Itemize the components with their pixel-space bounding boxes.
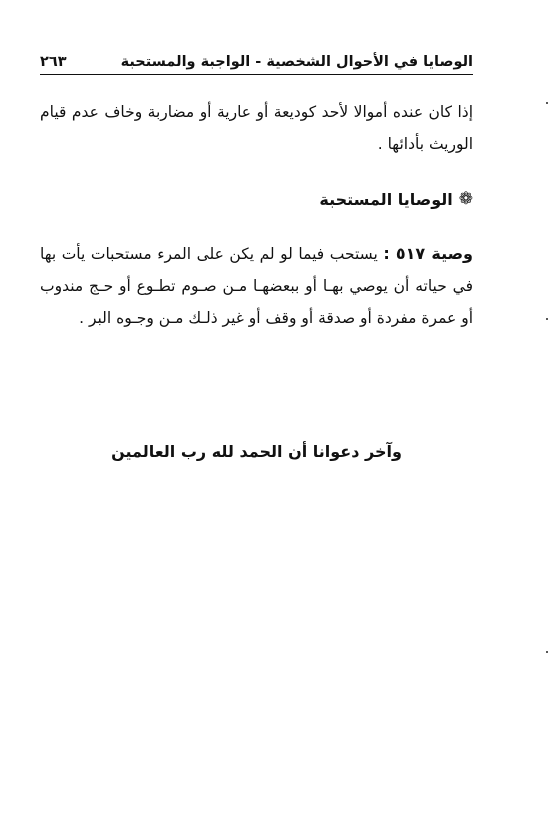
page-header (40, 46, 473, 70)
scan-speck (546, 651, 548, 653)
section-heading-text: الوصايا المستحبة (319, 190, 453, 209)
wasiya-text: يستحب فيما لو لم يكن على المرء مستحبات يأت بها في حياته أن يوصي بهـا أو ببعضهـا مـن صـوم تطـوع أو حـج مندوب أو عمرة مفردة أو صدقة أو وقف أو غير ذلـك مـن وجـوه البر . (40, 245, 473, 327)
page-number: ٢٦٣ (40, 54, 67, 70)
section-heading (319, 190, 473, 209)
scan-speck (546, 318, 548, 320)
wasiya-number-label: وصية ٥١٧ : (383, 244, 474, 263)
paragraph-continuation: إذا كان عنده أموالا لأحد كوديعة أو عارية أو مضاربة وخاف عدم قيام الوريث بأدائها . (40, 103, 473, 153)
closing-line: وآخر دعوانا أن الحمد لله رب العالمين (111, 442, 402, 461)
header-divider (40, 74, 473, 75)
flower-icon: ❁ (458, 189, 473, 209)
scan-speck (546, 102, 548, 104)
paragraph-wasiya-517 (40, 238, 473, 334)
running-title: الوصايا في الأحوال الشخصية - الواجبة والمستحبة (120, 54, 473, 70)
